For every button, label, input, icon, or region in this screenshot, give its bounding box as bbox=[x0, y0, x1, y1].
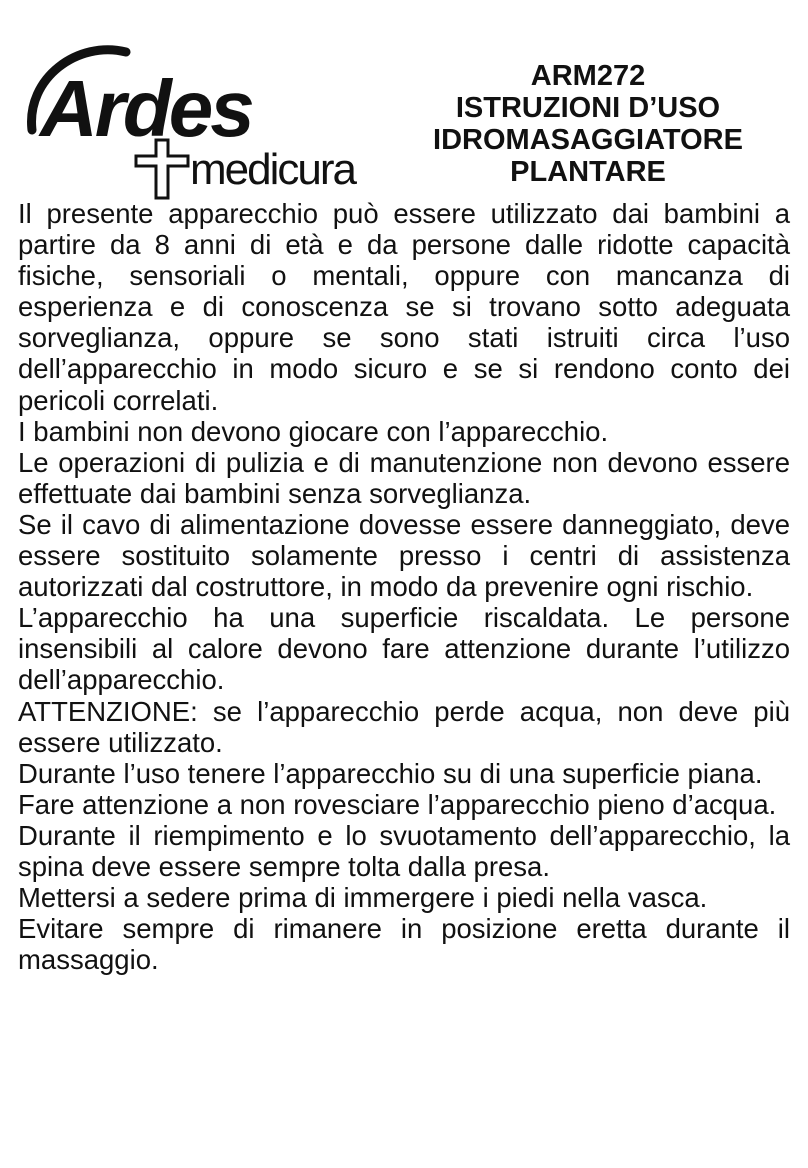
model-number: ARM272 bbox=[530, 60, 646, 92]
logo-brand-text: Ardes bbox=[40, 64, 252, 153]
paragraph-avoid-standing: Evitare sempre di rimanere in posizione eretta durante il massaggio. bbox=[18, 913, 790, 976]
paragraph-children-usage: Il presente apparecchio può essere utilizzato dai bambini a partire da 8 anni di età e da persone dalle ridotte capacità fisiche, sensoriali o mentali, oppure con mancanza di esperienza e di conoscenza se si trovano sotto adeguata sorveglianza, oppure se sono stati istruiti circa l’uso dell’apparecchio in modo sicuro e se si rendono conto dei pericoli correlati. bbox=[18, 198, 790, 416]
paragraph-warning-leak: ATTENZIONE: se l’apparecchio perde acqua, non deve più essere utilizzato. bbox=[18, 695, 790, 758]
paragraph-sit-down: Mettersi a sedere prima di immergere i piedi nella vasca. bbox=[18, 882, 708, 914]
title-line-3: PLANTARE bbox=[510, 156, 666, 188]
logo-subbrand-text: medicura bbox=[190, 145, 355, 194]
title-line-1: ISTRUZIONI D’USO bbox=[455, 92, 721, 124]
paragraph-flat-surface: Durante l’uso tenere l’apparecchio su di una superficie piana. bbox=[18, 757, 763, 789]
instructions-body bbox=[18, 198, 790, 975]
ardes-medicura-logo bbox=[18, 38, 358, 208]
paragraph-heated-surface: L’apparecchio ha una superficie riscaldata. Le persone insensibili al calore devono fare attenzione durante l’utilizzo dell’apparecchio. bbox=[18, 602, 790, 696]
paragraph-unplug: Durante il riempimento e lo svuotamento dell’apparecchio, la spina deve essere sempre tolta dalla presa. bbox=[18, 819, 790, 882]
document-title bbox=[400, 60, 776, 188]
paragraph-cleaning: Le operazioni di pulizia e di manutenzione non devono essere effettuate dai bambini senza sorveglianza. bbox=[18, 446, 790, 509]
paragraph-power-cable: Se il cavo di alimentazione dovesse essere danneggiato, deve essere sostituito solamente presso i centri di assistenza autorizzati dal costruttore, in modo da prevenire ogni rischio. bbox=[18, 508, 790, 603]
paragraph-children-play: I bambini non devono giocare con l’apparecchio. bbox=[18, 415, 609, 447]
paragraph-do-not-spill: Fare attenzione a non rovesciare l’apparecchio pieno d’acqua. bbox=[18, 788, 777, 820]
title-line-2: IDROMASAGGIATORE bbox=[433, 124, 743, 156]
